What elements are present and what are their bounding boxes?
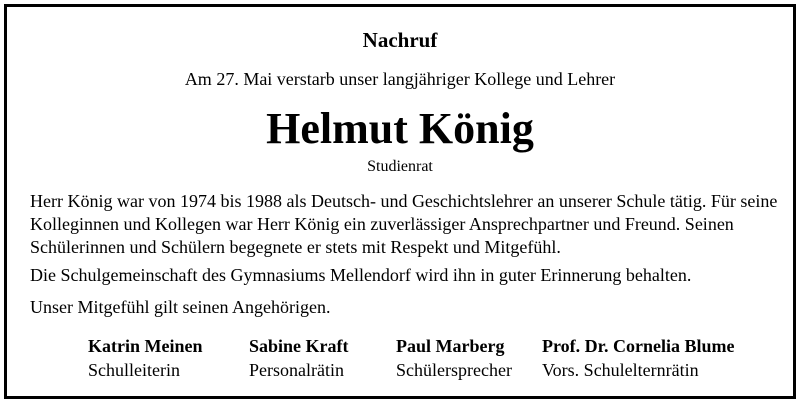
signer-name: Paul Marberg [396, 336, 505, 356]
school-remembrance-paragraph: Die Schulgemeinschaft des Gymnasiums Mellendorf wird ihn in guter Erinnerung behalten. [30, 265, 692, 285]
signer-block [88, 334, 203, 382]
signer-role: Schülersprecher [396, 360, 512, 380]
deceased-name: Helmut König [266, 104, 534, 153]
signer-role: Schulleiterin [88, 360, 180, 380]
condolence-paragraph: Unser Mitgefühl gilt seinen Angehörigen. [30, 297, 331, 317]
signer-block [542, 334, 734, 382]
tribute-paragraph: Herr König war von 1974 bis 1988 als Deutsch- und Geschichtslehrer an unserer Schule tätig. Für seine Kolleginnen und Kollegen war Herr König ein zuverlässiger Ansprechpartner und Freund. Seinen Schülerinnen und Schülern begegnete er stets mit Respekt und Mitgefühl. [30, 191, 778, 257]
signer-block [396, 334, 512, 382]
notice-intro: Am 27. Mai verstarb unser langjähriger Kollege und Lehrer [184, 69, 616, 89]
signer-name: Katrin Meinen [88, 336, 203, 356]
signer-name: Prof. Dr. Cornelia Blume [542, 336, 735, 356]
notice-heading: Nachruf [362, 28, 438, 52]
signer-name: Sabine Kraft [249, 336, 349, 356]
signer-role: Vors. Schulelternrätin [542, 360, 699, 380]
deceased-title: Studienrat [367, 158, 433, 175]
signer-role: Personalrätin [249, 360, 344, 380]
signer-block [249, 334, 349, 382]
